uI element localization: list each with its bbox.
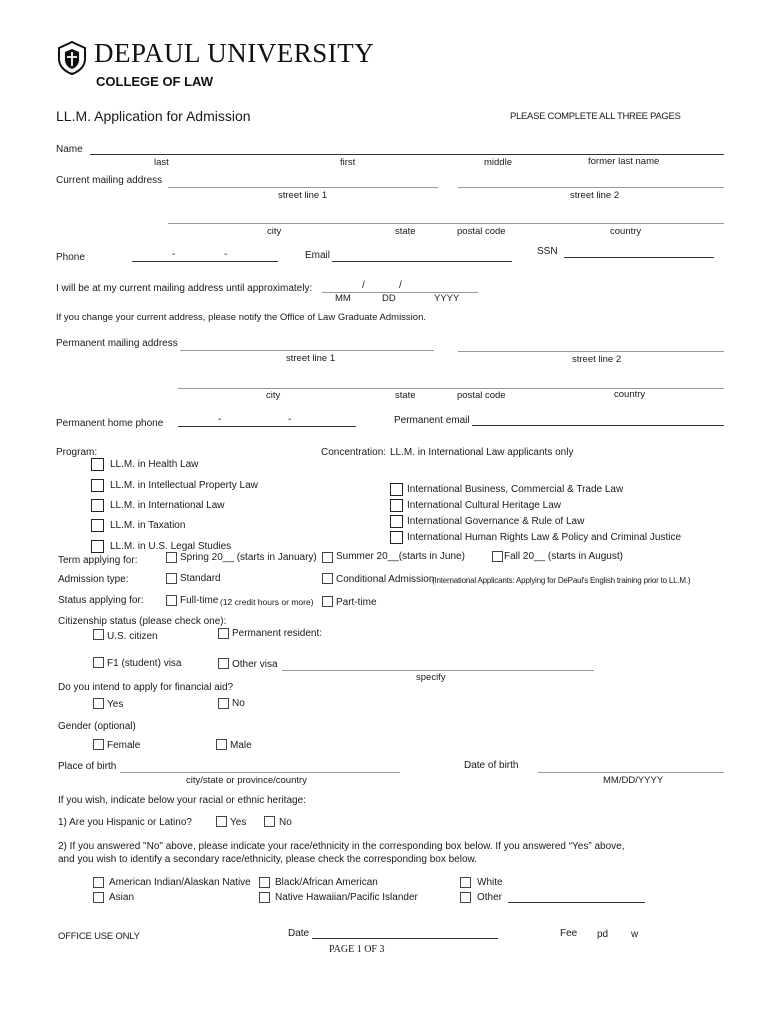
gender-checkbox-female[interactable] <box>93 739 104 750</box>
permanent-street2-field[interactable] <box>458 351 724 352</box>
office-pd-label: pd <box>597 929 609 940</box>
concentration-checkbox-cultural[interactable] <box>390 499 403 512</box>
permanent-phone-label: Permanent home phone <box>56 418 164 429</box>
term-checkbox-spring[interactable] <box>166 552 177 563</box>
race-other-label: Other <box>477 892 503 903</box>
financial-aid-checkbox-yes[interactable] <box>93 698 104 709</box>
program-option-label: LL.M. in Taxation <box>110 520 186 531</box>
phone-label: Phone <box>56 252 85 263</box>
concentration-checkbox-governance[interactable] <box>390 515 403 528</box>
page-number: PAGE 1 OF 3 <box>329 944 385 955</box>
citizenship-checkbox-f1[interactable] <box>93 657 104 668</box>
email-field[interactable] <box>332 261 512 262</box>
concentration-option-label: International Cultural Heritage Law <box>407 500 561 511</box>
name-first-caption: first <box>340 157 356 168</box>
gender-male-label: Male <box>230 740 252 751</box>
permanent-email-label: Permanent email <box>394 415 470 426</box>
mailing-city-line-field[interactable] <box>168 223 724 224</box>
mailing-postal-caption: postal code <box>457 226 506 237</box>
date-of-birth-caption: MM/DD/YYYY <box>603 775 664 786</box>
mailing-city-caption: city <box>267 226 282 237</box>
permanent-street1-field[interactable] <box>180 350 434 351</box>
complete-pages-notice: PLEASE COMPLETE ALL THREE PAGES <box>510 111 681 122</box>
concentration-checkbox-human-rights[interactable] <box>390 531 403 544</box>
status-checkbox-fulltime[interactable] <box>166 595 177 606</box>
race-white-label: White <box>477 877 503 888</box>
until-date-label: I will be at my current mailing address until approximately: <box>56 283 313 294</box>
term-checkbox-fall[interactable] <box>492 551 503 562</box>
permanent-postal-caption: postal code <box>457 390 506 401</box>
citizenship-permanent-label: Permanent resident: <box>232 628 323 639</box>
race-question-line2: and you wish to identify a secondary race/ethnicity, please check the corresponding box below. <box>58 854 477 865</box>
date-of-birth-field[interactable] <box>538 772 724 773</box>
mailing-address-label: Current mailing address <box>56 175 163 186</box>
citizenship-checkbox-permanent[interactable] <box>218 628 229 639</box>
phone-separator: - <box>172 249 176 260</box>
place-of-birth-caption: city/state or province/country <box>186 775 307 786</box>
status-parttime-label: Part-time <box>336 597 377 608</box>
permanent-phone-field[interactable] <box>178 426 356 427</box>
race-checkbox-asian[interactable] <box>93 892 104 903</box>
ssn-label: SSN <box>537 246 558 257</box>
citizenship-checkbox-other[interactable] <box>218 658 229 669</box>
date-yyyy-caption: YYYY <box>434 293 460 304</box>
permanent-city-caption: city <box>266 390 281 401</box>
program-checkbox-taxation[interactable] <box>91 519 104 532</box>
race-black-label: Black/African American <box>275 877 378 888</box>
term-checkbox-summer[interactable] <box>322 552 333 563</box>
mailing-country-caption: country <box>610 226 642 237</box>
ssn-field[interactable] <box>564 257 714 258</box>
name-label: Name <box>56 144 83 155</box>
concentration-option-label: International Business, Commercial & Trade Law <box>407 484 624 495</box>
name-field[interactable] <box>90 154 724 155</box>
program-option-label: LL.M. in U.S. Legal Studies <box>110 541 232 552</box>
program-option-label: LL.M. in International Law <box>110 500 225 511</box>
concentration-option-label: International Governance & Rule of Law <box>407 516 585 527</box>
race-hawaiian-label: Native Hawaiian/Pacific Islander <box>275 892 418 903</box>
term-fall-label: Fall 20__ (starts in August) <box>504 551 623 562</box>
other-visa-specify-caption: specify <box>416 672 446 683</box>
name-middle-caption: middle <box>484 157 512 168</box>
name-former-caption: former last name <box>588 156 660 167</box>
financial-aid-yes-label: Yes <box>107 699 124 710</box>
date-slash: / <box>399 280 402 291</box>
mailing-state-caption: state <box>395 226 416 237</box>
hispanic-yes-label: Yes <box>230 817 247 828</box>
date-of-birth-label: Date of birth <box>464 760 519 771</box>
financial-aid-checkbox-no[interactable] <box>218 698 229 709</box>
race-asian-label: Asian <box>109 892 135 903</box>
hispanic-checkbox-yes[interactable] <box>216 816 227 827</box>
permanent-country-caption: country <box>614 389 646 400</box>
other-visa-field[interactable] <box>282 670 594 671</box>
admission-checkbox-standard[interactable] <box>166 573 177 584</box>
hispanic-no-label: No <box>279 817 292 828</box>
phone-separator: - <box>288 414 292 425</box>
status-fulltime-note: (12 credit hours or more) <box>220 597 314 607</box>
admission-type-label: Admission type: <box>58 574 129 585</box>
mailing-street1-caption: street line 1 <box>278 190 328 201</box>
gender-label: Gender (optional) <box>58 721 136 732</box>
program-checkbox-health[interactable] <box>91 458 104 471</box>
term-spring-label: Spring 20__ (starts in January) <box>180 552 317 563</box>
citizenship-label: Citizenship status (please check one): <box>58 616 227 627</box>
date-mm-caption: MM <box>335 293 351 304</box>
race-checkbox-black[interactable] <box>259 877 270 888</box>
name-last-caption: last <box>154 157 169 168</box>
hispanic-checkbox-no[interactable] <box>264 816 275 827</box>
citizenship-checkbox-us[interactable] <box>93 629 104 640</box>
admission-conditional-note: (International Applicants: Applying for DePaul's English training prior to LL.M.) <box>432 576 691 585</box>
office-fee-label: Fee <box>560 928 578 939</box>
phone-field[interactable] <box>132 261 278 262</box>
office-use-only: OFFICE USE ONLY <box>58 931 140 942</box>
gender-female-label: Female <box>107 740 141 751</box>
program-checkbox-international[interactable] <box>91 499 104 512</box>
citizenship-us-label: U.S. citizen <box>107 631 158 642</box>
phone-separator: - <box>224 249 228 260</box>
status-fulltime-label: Full-time <box>180 595 219 606</box>
citizenship-other-label: Other visa <box>232 659 278 670</box>
gender-checkbox-male[interactable] <box>216 739 227 750</box>
concentration-label: Concentration: <box>321 447 387 458</box>
hispanic-question: 1) Are you Hispanic or Latino? <box>58 817 192 828</box>
mailing-street1-field[interactable] <box>168 187 438 188</box>
concentration-checkbox-business[interactable] <box>390 483 403 496</box>
race-other-field[interactable] <box>508 902 645 903</box>
race-question-line1: 2) If you answered "No" above, please indicate your race/ethnicity in the corresponding box below. If you answered “Yes” above, <box>58 841 625 852</box>
admission-checkbox-conditional[interactable] <box>322 573 333 584</box>
term-label: Term applying for: <box>58 555 138 566</box>
mailing-street2-field[interactable] <box>458 187 724 188</box>
concentration-option-label: International Human Rights Law & Policy and Criminal Justice <box>407 532 682 543</box>
race-checkbox-hawaiian[interactable] <box>259 892 270 903</box>
program-checkbox-us-legal[interactable] <box>91 540 104 553</box>
form-title: LL.M. Application for Admission <box>56 108 251 124</box>
financial-aid-no-label: No <box>232 698 245 709</box>
office-date-field <box>312 938 498 939</box>
term-summer-label: Summer 20__(starts in June) <box>336 551 465 562</box>
crest-icon <box>56 40 88 76</box>
mailing-street2-caption: street line 2 <box>570 190 620 201</box>
program-option-label: LL.M. in Intellectual Property Law <box>110 480 258 491</box>
race-american-indian-label: American Indian/Alaskan Native <box>109 877 251 888</box>
citizenship-f1-label: F1 (student) visa <box>107 658 182 669</box>
financial-aid-label: Do you intend to apply for financial aid? <box>58 682 234 693</box>
address-change-notice: If you change your current address, please notify the Office of Law Graduate Admission. <box>56 312 427 323</box>
concentration-note: LL.M. in International Law applicants only <box>390 447 574 458</box>
race-checkbox-american-indian[interactable] <box>93 877 104 888</box>
program-option-label: LL.M. in Health Law <box>110 459 199 470</box>
date-dd-caption: DD <box>382 293 396 304</box>
program-label: Program: <box>56 447 98 458</box>
college-name: COLLEGE OF LAW <box>96 74 213 89</box>
place-of-birth-field[interactable] <box>120 772 400 773</box>
university-name: DEPAUL UNIVERSITY <box>94 38 375 68</box>
permanent-street2-caption: street line 2 <box>572 354 622 365</box>
permanent-email-field[interactable] <box>472 425 724 426</box>
admission-standard-label: Standard <box>180 573 221 584</box>
email-label: Email <box>305 250 331 261</box>
heritage-intro: If you wish, indicate below your racial or ethnic heritage: <box>58 795 306 806</box>
admission-conditional-label: Conditional Admission <box>336 574 435 585</box>
permanent-street1-caption: street line 1 <box>286 353 336 364</box>
place-of-birth-label: Place of birth <box>58 761 117 772</box>
office-date-label: Date <box>288 928 310 939</box>
permanent-state-caption: state <box>395 390 416 401</box>
race-checkbox-other[interactable] <box>460 892 471 903</box>
status-checkbox-parttime[interactable] <box>322 596 333 607</box>
race-checkbox-white[interactable] <box>460 877 471 888</box>
permanent-address-label: Permanent mailing address <box>56 338 178 349</box>
phone-separator: - <box>218 414 222 425</box>
office-w-label: w <box>631 929 639 940</box>
date-slash: / <box>362 280 365 291</box>
program-checkbox-ip[interactable] <box>91 479 104 492</box>
status-label: Status applying for: <box>58 595 144 606</box>
